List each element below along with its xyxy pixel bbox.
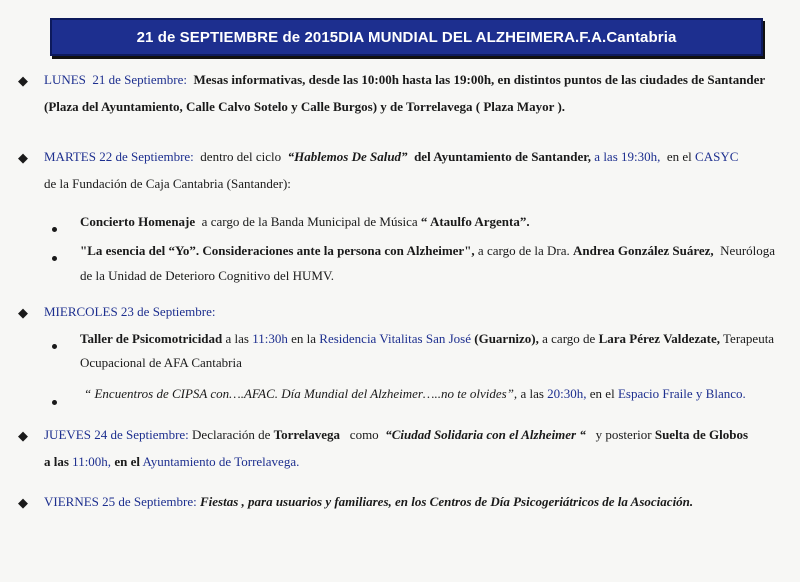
miercoles-day-date: MIERCOLES 23 de Septiembre: xyxy=(44,304,216,319)
jueves-a: Declaración de xyxy=(192,427,271,442)
jueves-e: y posterior xyxy=(595,427,652,442)
jueves-line2b: en el xyxy=(114,454,140,469)
bullet-dot-icon xyxy=(52,400,57,405)
martes-mid: del Ayuntamiento de Santander, xyxy=(414,149,592,164)
miercoles-item-1-e: a cargo de xyxy=(542,331,596,346)
miercoles-item-1-d: (Guarnizo), xyxy=(474,331,539,346)
lunes-text-1: Mesas informativas, desde las 10:00h hasta las 19:00h, en distintos puntos de las ciudades de Santander xyxy=(193,72,766,87)
miercoles-item-1-a: Taller de Psicomotricidad xyxy=(80,331,223,346)
header-banner xyxy=(50,18,763,56)
jueves-line2a: a las xyxy=(44,454,69,469)
viernes-text: Fiestas , para usuarios y familiares, en los Centros de Día Psicogeriátricos de la Asociación. xyxy=(199,494,694,509)
martes-line-1 xyxy=(44,149,738,165)
martes-hora: a las 19:30h, xyxy=(594,149,661,164)
martes-ciclo: “Hablemos De Salud” xyxy=(287,149,408,164)
miercoles-item-1-line-2: Ocupacional de AFA Cantabria xyxy=(80,355,242,370)
bullet-diamond-icon: ◆ xyxy=(18,495,28,510)
jueves-lugar: Ayuntamiento de Torrelavega. xyxy=(142,454,300,469)
lunes-line-1 xyxy=(44,72,765,88)
martes-item-1-c: “ Ataulfo Argenta”. xyxy=(420,214,530,229)
bullet-dot-icon xyxy=(52,256,57,261)
martes-pre: dentro del ciclo xyxy=(200,149,282,164)
viernes-line xyxy=(44,494,693,510)
miercoles-item-2-lugar: Espacio Fraile y Blanco. xyxy=(617,386,746,401)
jueves-b: Torrelavega xyxy=(273,427,341,442)
jueves-line-2 xyxy=(44,454,299,470)
jueves-line-1 xyxy=(44,427,748,443)
lunes-date: 21 de Septiembre: xyxy=(92,72,187,87)
martes-item-2 xyxy=(80,243,775,259)
bullet-dot-icon xyxy=(52,344,57,349)
header-event: DIA MUNDIAL DEL ALZHEIMER xyxy=(338,28,565,46)
header-date: 21 de SEPTIEMBRE de 2015 xyxy=(136,28,339,46)
martes-item-1-b: a cargo de la Banda Municipal de Música xyxy=(201,214,418,229)
miercoles-item-2-b: a las xyxy=(520,386,544,401)
martes-item-2-b: a cargo de la Dra. xyxy=(477,243,570,258)
miercoles-item-1-lugar: Residencia Vitalitas San José xyxy=(319,331,471,346)
martes-item-2-line-2: de la Unidad de Deterioro Cognitivo del HUMV. xyxy=(80,268,334,283)
miercoles-item-1-hora: 11:30h xyxy=(252,331,288,346)
martes-day-date: MARTES 22 de Septiembre: xyxy=(44,149,194,164)
jueves-f: Suelta de Globos xyxy=(654,427,749,442)
bullet-diamond-icon: ◆ xyxy=(18,73,28,88)
miercoles-item-2-c: en el xyxy=(589,386,615,401)
jueves-d: “Ciudad Solidaria con el Alzheimer “ xyxy=(385,427,586,442)
miercoles-item-1-g: Terapeuta xyxy=(723,331,775,346)
miercoles-item-1-f: Lara Pérez Valdezate, xyxy=(598,331,720,346)
martes-casyc: CASYC xyxy=(695,149,739,164)
lunes-text-2: (Plaza del Ayuntamiento, Calle Calvo Sotelo y Calle Burgos) y de Torrelavega ( Plaza Mayor ). xyxy=(44,99,566,114)
bullet-diamond-icon: ◆ xyxy=(18,305,28,320)
martes-item-1-a: Concierto Homenaje xyxy=(80,214,196,229)
miercoles-item-2 xyxy=(84,386,746,402)
jueves-day-date: JUEVES 24 de Septiembre: xyxy=(44,427,189,442)
viernes-day-date: VIERNES 25 de Septiembre: xyxy=(44,494,197,509)
martes-item-2-a: "La esencia del “Yo”. Consideraciones ante la persona con Alzheimer", xyxy=(80,243,475,258)
jueves-hora: 11:00h, xyxy=(72,454,112,469)
martes-line-2: de la Fundación de Caja Cantabria (Santander): xyxy=(44,176,291,191)
miercoles-item-2-hora: 20:30h, xyxy=(547,386,587,401)
martes-item-1 xyxy=(80,214,530,230)
bullet-diamond-icon: ◆ xyxy=(18,428,28,443)
martes-item-2-d: Neuróloga xyxy=(720,243,776,258)
martes-en: en el xyxy=(666,149,692,164)
martes-item-2-c: Andrea González Suárez, xyxy=(572,243,714,258)
miercoles-item-1-b: a las xyxy=(225,331,249,346)
jueves-c: como xyxy=(349,427,379,442)
miercoles-item-1-c: en la xyxy=(291,331,317,346)
miercoles-item-2-a: “ Encuentros de CIPSA con….AFAC. Día Mundial del Alzheimer…..no te olvides”, xyxy=(84,386,518,401)
bullet-diamond-icon: ◆ xyxy=(18,150,28,165)
bullet-dot-icon xyxy=(52,227,57,232)
miercoles-item-1 xyxy=(80,331,774,347)
header-org: A.F.A.Cantabria xyxy=(564,28,677,46)
lunes-day: LUNES xyxy=(44,72,86,87)
